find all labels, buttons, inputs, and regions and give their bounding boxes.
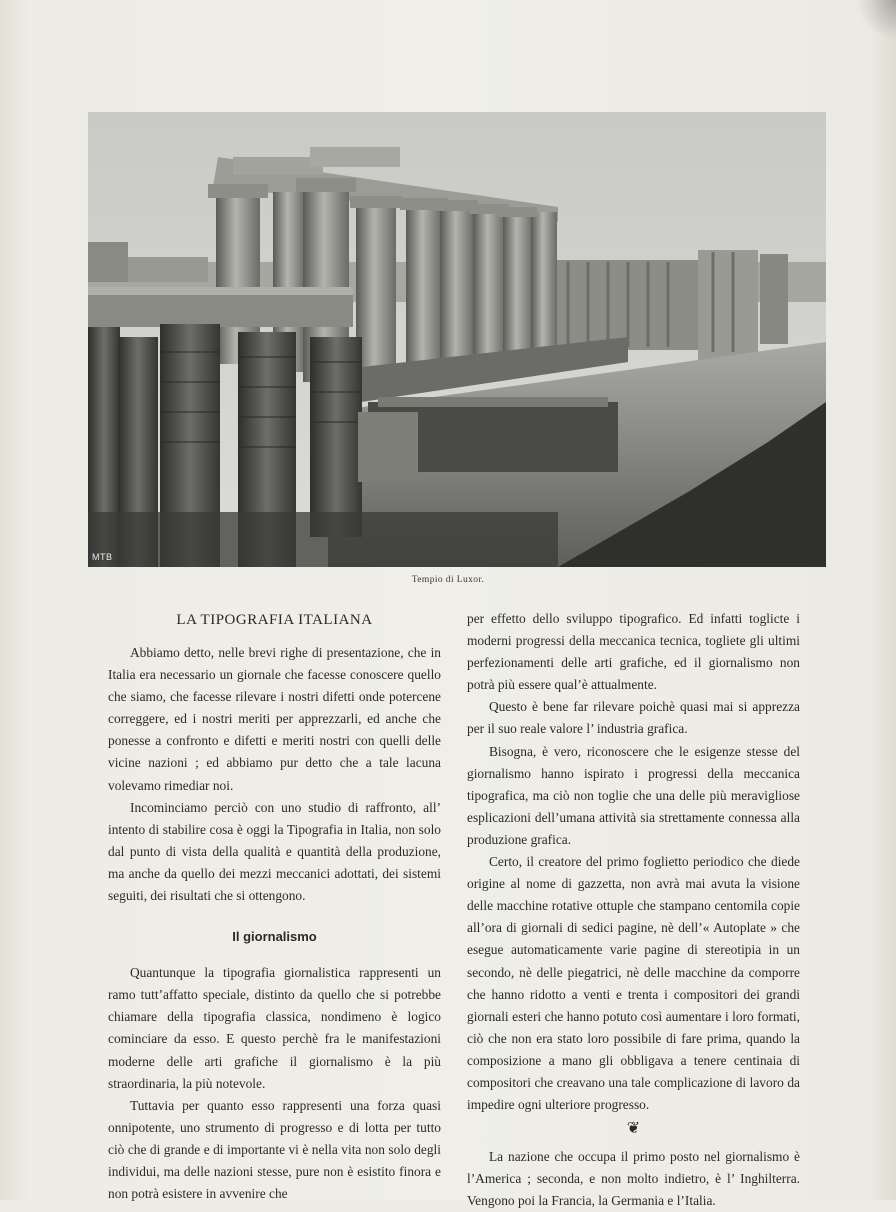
intro-paragraph-2: Incominciamo perciò con uno studio di raffronto, all’ intento di stabilire cosa è oggi la Tipografia in Italia, non solo dal punto di vista della qualità e quantità della produzione, ma anche da quello dei mezzi meccanici adottati, dei sistemi seguiti, dei risultati che si ottengono. (108, 799, 441, 904)
photo-caption: Tempio di Luxor. (411, 575, 485, 585)
section-ornament: ❦ (626, 1120, 641, 1138)
intro-paragraph-1: Abbiamo detto, nelle brevi righe di presentazione, che in Italia era necessario un giornale che facesse conoscere quello che siamo, che facesse rilevare i nostri difetti onde potercene correggere, ed i nostri meriti per apprezzarli, ed anche che ponesse a confronto e difetti e meriti nostri con quelli delle vicine nazioni ; ed abbiamo pur detto che a tale lacuna volevamo rimediar noi. (108, 645, 441, 793)
right-paragraph-4: Certo, il creatore del primo foglietto periodico che diede origine al nome di gazzetta, non avrà mai avuta la visione delle macchine rotative ottuple che stampano centomila copie all’ora di giornali di sedici pagine, nè dell’« Autoplate » che esegue automaticamente varie pagine di stereotipia in un secondo, nè delle piegatrici, nè delle macchine da comporre che hanno ridotto a venti e trenta i compositori dei grandi giornali esteri che hanno potuto così aumentare i loro formati, ciò che non era stato loro possibile di fare prima, quando la composizione a mano gli obbligava a tenere centinaia di compositori che creavano una tale complicazione di lavoro da impedire ogni ulteriore progresso. (467, 854, 800, 1113)
photo-signature: MTB (92, 552, 113, 562)
section-title: Il giornalismo (232, 929, 317, 945)
right-paragraph-2: Questo è bene far rilevare poichè quasi mai si apprezza per il suo reale valore l’ industria grafica. (467, 699, 800, 737)
section-paragraph-1: Quantunque la tipografia giornalistica rappresenti un ramo tutt’affatto speciale, distinto da quello che si potrebbe chiamare della tipografia classica, nondimeno è logico cominciare da esso. E questo perchè fra le manifestazioni moderne delle arti grafiche il giornalismo è la più straordinaria, la più notevole. (108, 965, 441, 1091)
temple-photo-illustration (88, 112, 826, 567)
closing-paragraph: La nazione che occupa il primo posto nel giornalismo è l’America ; seconda, e non molto indietro, è l’ Inghilterra. Vengono poi la Francia, la Germania e l’Italia. (467, 1149, 800, 1209)
right-column (467, 608, 800, 1212)
page-corner-shadow (856, 0, 896, 40)
left-column (108, 608, 441, 1205)
right-paragraph-3: Bisogna, è vero, riconoscere che le esigenze stesse del giornalismo hanno ispirato i progressi della meccanica tipografica, ma ciò non toglie che una delle più meravigliose esplicazioni dell’umana attività sia strettamente connessa alla produzione grafica. (467, 743, 800, 847)
luxor-temple-photo (88, 112, 826, 567)
right-paragraph-1: per effetto dello sviluppo tipografico. Ed infatti toglicte i moderni progressi della meccanica tecnica, togliete gli ultimi perfezionamenti delle arti grafiche, ed il giornalismo non potrà più essere qual’è attualmente. (467, 611, 800, 693)
article-title: LA TIPOGRAFIA ITALIANA (176, 612, 373, 628)
section-paragraph-2: Tuttavia per quanto esso rappresenti una forza quasi onnipotente, uno strumento di progresso e di lotta per tutto ciò che di grande e di importante vi è nella vita non solo degli individui, ma delle nazioni stesse, pure non è esistito finora e non potrà esistere in avvenire che (108, 1097, 441, 1202)
